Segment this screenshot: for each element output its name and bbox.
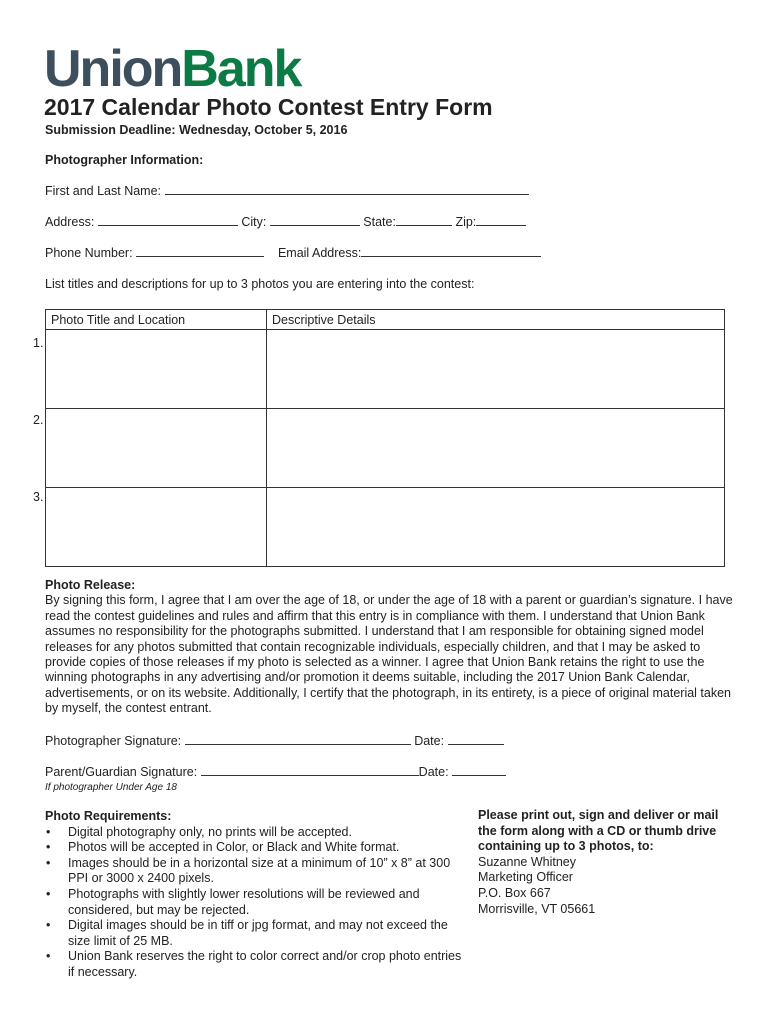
photographer-signature-field[interactable]: [185, 734, 411, 745]
parent-signature-field[interactable]: [201, 765, 419, 776]
table-row: [46, 488, 725, 567]
submission-deadline: Submission Deadline: Wednesday, October 5, 2016: [45, 123, 348, 137]
photo-3-details-cell[interactable]: [267, 488, 725, 567]
photo-3-title-cell[interactable]: [46, 488, 267, 567]
logo-union-text: Union: [44, 40, 182, 98]
city-field[interactable]: [270, 215, 360, 226]
city-label: City:: [241, 215, 267, 229]
parent-date-field[interactable]: [452, 765, 506, 776]
photo-2-details-cell[interactable]: [267, 409, 725, 488]
contact-title: Marketing Officer: [478, 870, 573, 885]
photo-release-text: By signing this form, I agree that I am over the age of 18, or under the age of 18 with a parent or guardian’s signature. I have read the contest guidelines and rules and affirm that this entry is in compliance with them. I understand that Union Bank assumes no responsibility for the photographs submitted. I understand that I am responsible for obtaining signed model releases for any photos submitted that contain recognizable individuals, especially children, and that I may be asked to provide copies of those releases if my photo is selected as a winner. I agree that Union Bank retains the right to use the winning photographs in any advertising and/or promotion it deems suitable, including the 2017 Union Bank Calendar, advertisements, or on its website. Additionally, I certify that the photograph, in its entirety, is a piece of original material taken by myself, the contest entrant.: [45, 593, 733, 716]
photographer-signature-label: Photographer Signature:: [45, 734, 182, 748]
contact-name: Suzanne Whitney: [478, 854, 576, 869]
requirements-heading: Photo Requirements:: [45, 809, 172, 823]
address-label: Address:: [45, 215, 95, 229]
logo-bank-text: Bank: [181, 40, 301, 98]
photographer-signature-row: [45, 734, 504, 748]
photo-entries-table: [45, 309, 725, 567]
list-item: • Digital images should be in tiff or jpg format, and may not exceed the size limit of 25 MB.: [45, 918, 465, 949]
photographer-date-label: Date:: [414, 734, 445, 748]
union-bank-logo: [44, 40, 301, 98]
list-instruction: List titles and descriptions for up to 3 photos you are entering into the contest:: [45, 277, 475, 291]
address-field[interactable]: [98, 215, 238, 226]
zip-label: Zip:: [455, 215, 477, 229]
parent-signature-row: [45, 765, 506, 779]
row-number-2: 2.: [33, 413, 44, 427]
mail-instruction-text: Please print out, sign and deliver or mail the form along with a CD or thumb drive containing up to 3 photos, to:: [478, 808, 719, 854]
under-age-note: If photographer Under Age 18: [45, 782, 177, 793]
contact-city: Morrisville, VT 05661: [478, 901, 596, 916]
list-item: • Union Bank reserves the right to color correct and/or crop photo entries if necessary.: [45, 949, 465, 980]
email-label: Email Address:: [277, 246, 362, 260]
table-header-row: [46, 310, 725, 330]
photo-1-details-cell[interactable]: [267, 330, 725, 409]
phone-field[interactable]: [136, 246, 264, 257]
phone-label: Phone Number:: [45, 246, 133, 260]
photo-release-heading: Photo Release:: [45, 578, 136, 592]
email-field[interactable]: [361, 246, 541, 257]
requirements-list: [45, 825, 465, 981]
parent-signature-label: Parent/Guardian Signature:: [45, 765, 198, 779]
header-descriptive-details: Descriptive Details: [267, 310, 725, 330]
table-row: [46, 409, 725, 488]
state-field[interactable]: [396, 215, 452, 226]
row-number-3: 3.: [33, 490, 44, 504]
contact-row: [45, 246, 541, 260]
name-row: [45, 184, 529, 198]
photo-1-title-cell[interactable]: [46, 330, 267, 409]
list-item: • Digital photography only, no prints will be accepted.: [45, 825, 465, 841]
list-item: • Photos will be accepted in Color, or Black and White format.: [45, 840, 465, 856]
parent-date-label: Date:: [418, 765, 449, 779]
zip-field[interactable]: [476, 215, 526, 226]
table-row: [46, 330, 725, 409]
photo-requirements: [45, 809, 465, 981]
address-row: [45, 215, 526, 229]
header-photo-title: Photo Title and Location: [46, 310, 267, 330]
photographer-info-heading: Photographer Information:: [45, 153, 204, 167]
page-title: 2017 Calendar Photo Contest Entry Form: [44, 94, 493, 120]
photographer-date-field[interactable]: [448, 734, 504, 745]
photo-release-section: [45, 578, 735, 717]
list-item: • Images should be in a horizontal size at a minimum of 10” x 8” at 300 PPI or 3000 x 2400 pixels.: [45, 856, 465, 887]
list-item: • Photographs with slightly lower resolutions will be reviewed and considered, but may be rejected.: [45, 887, 465, 918]
state-label: State:: [363, 215, 396, 229]
photo-2-title-cell[interactable]: [46, 409, 267, 488]
row-number-1: 1.: [33, 336, 44, 350]
mail-instructions: [478, 808, 738, 917]
contact-po-box: P.O. Box 667: [478, 885, 551, 900]
name-field[interactable]: [165, 184, 529, 195]
name-label: First and Last Name:: [45, 184, 162, 198]
